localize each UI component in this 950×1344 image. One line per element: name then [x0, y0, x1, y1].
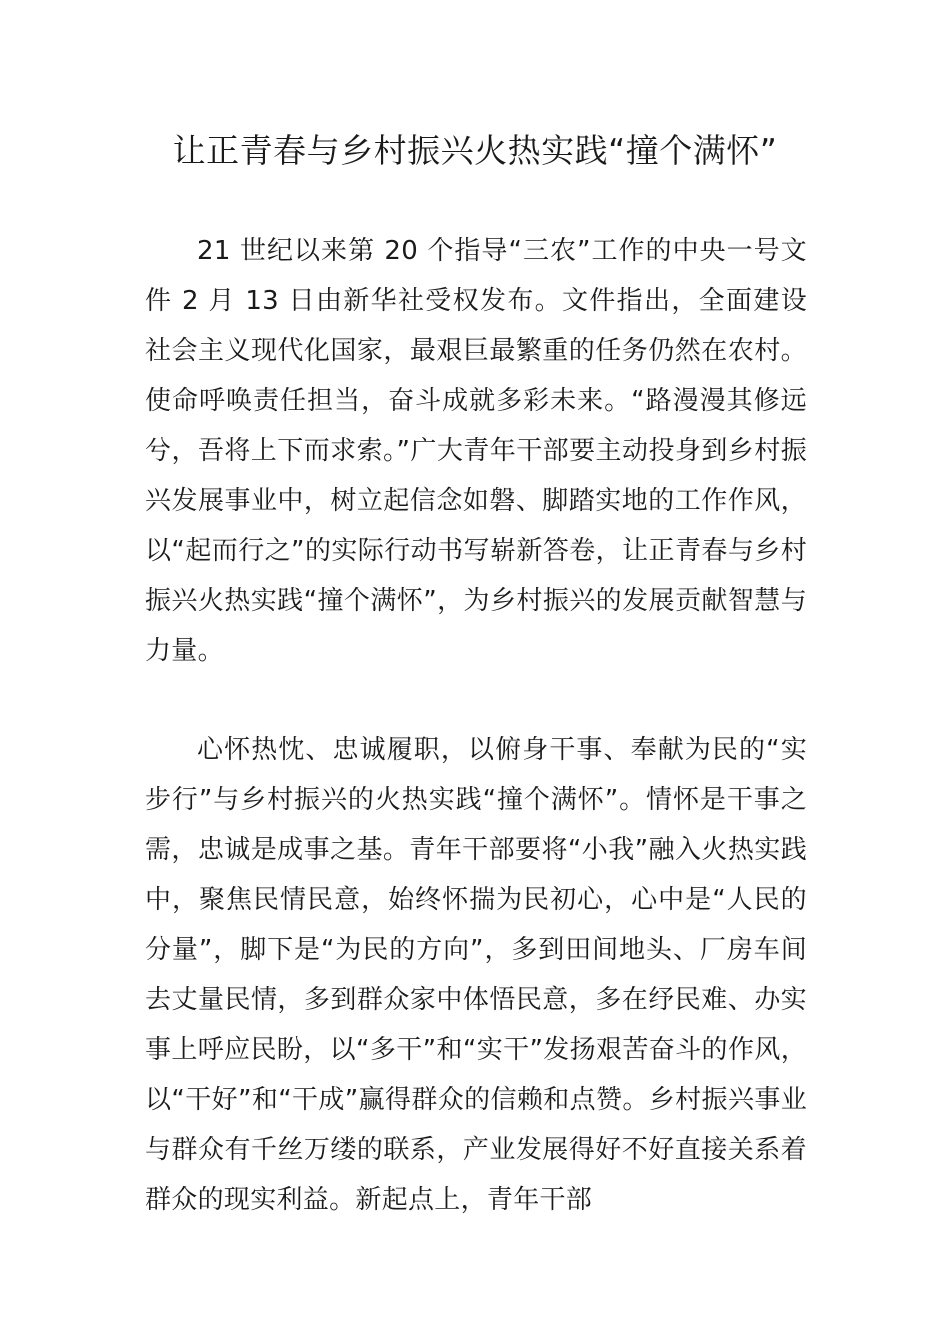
- document-title: 让正青春与乡村振兴火热实践“撞个满怀”: [172, 131, 778, 170]
- body-paragraph-1: 21 世纪以来第 20 个指导“三农”工作的中央一号文件 2 月 13 日由新华社受权发布。文件指出，全面建设社会主义现代化国家，最艰巨最繁重的任务仍然在农村。使命呼唤责任担当，奋斗成就多彩未来。“路漫漫其修远兮，吾将上下而求索。”广大青年干部要主动投身到乡村振兴发展事业中，树立起信念如磐、脚踏实地的工作作风，以“起而行之”的实际行动书写崭新答卷，让正青春与乡村振兴火热实践“撞个满怀”，为乡村振兴的发展贡献智慧与力量。: [145, 236, 807, 666]
- body-paragraph-2: 心怀热忱、忠诚履职，以俯身干事、奉献为民的“实步行”与乡村振兴的火热实践“撞个满怀”。情怀是干事之需，忠诚是成事之基。青年干部要将“小我”融入火热实践中，聚焦民情民意，始终怀揣为民初心，心中是“人民的分量”，脚下是“为民的方向”，多到田间地头、厂房车间去丈量民情，多到群众家中体悟民意，多在纾民难、办实事上呼应民盼，以“多干”和“实干”发扬艰苦奋斗的作风，以“干好”和“干成”赢得群众的信赖和点赞。乡村振兴事业与群众有千丝万缕的联系，产业发展得好不好直接关系着群众的现实利益。新起点上，青年干部: [145, 735, 807, 1215]
